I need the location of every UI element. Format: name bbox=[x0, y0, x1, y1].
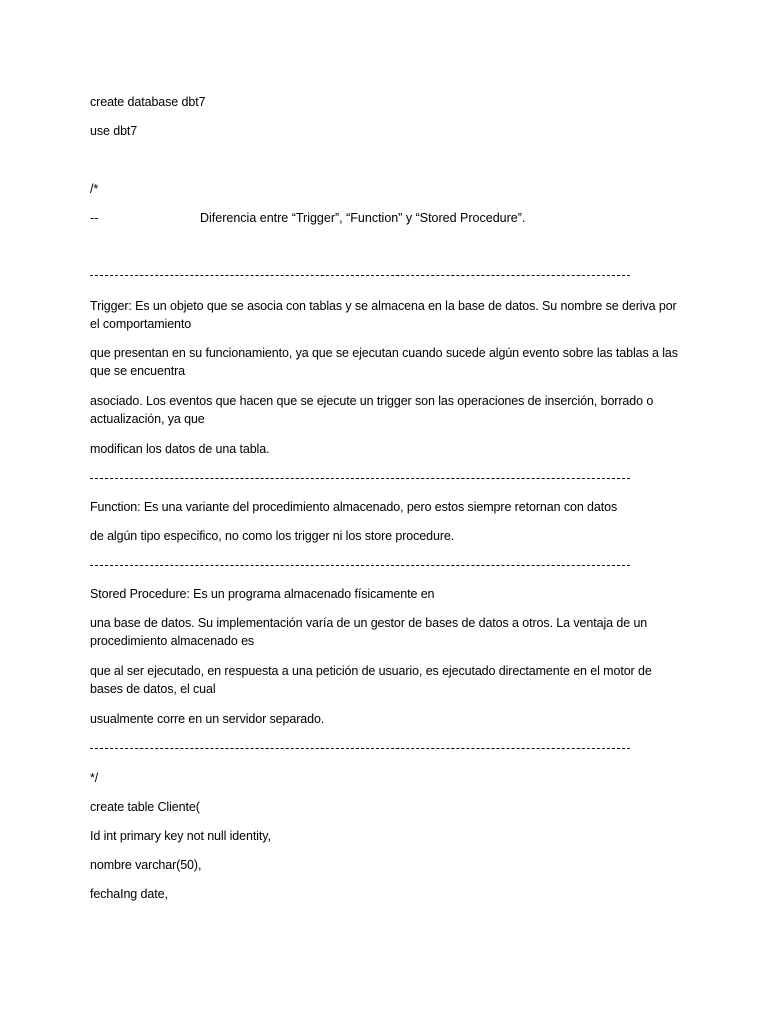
code-line-use-database: use dbt7 bbox=[90, 124, 138, 138]
stored-procedure-paragraph-4: usualmente corre en un servidor separado. bbox=[90, 712, 325, 726]
code-line-create-database: create database dbt7 bbox=[90, 95, 206, 109]
dashed-divider-1 bbox=[90, 275, 630, 276]
heading-row bbox=[90, 209, 680, 227]
stored-procedure-paragraph-1: Stored Procedure: Es un programa almacenado físicamente en bbox=[90, 587, 435, 601]
trigger-paragraph-3: asociado. Los eventos que hacen que se ejecute un trigger son las operaciones de inserción, borrado o actualización, ya que bbox=[90, 394, 654, 426]
heading-text: Diferencia entre “Trigger”, “Function” y “Stored Procedure”. bbox=[200, 211, 526, 225]
comment-close: */ bbox=[90, 771, 99, 785]
stored-procedure-paragraph-3: que al ser ejecutado, en respuesta a una petición de usuario, es ejecutado directamente en el motor de bases de datos, el cual bbox=[90, 664, 652, 696]
trigger-paragraph-1: Trigger: Es un objeto que se asocia con tablas y se almacena en la base de datos. Su nombre se deriva por el comportamiento bbox=[90, 299, 677, 331]
code-line-create-table: create table Cliente( bbox=[90, 800, 200, 814]
comment-open: /* bbox=[90, 182, 99, 196]
trigger-paragraph-4: modifican los datos de una tabla. bbox=[90, 442, 270, 456]
dashed-divider-2 bbox=[90, 478, 630, 479]
stored-procedure-paragraph-2: una base de datos. Su implementación varía de un gestor de bases de datos a otros. La ventaja de un procedimiento almacenado es bbox=[90, 616, 648, 648]
function-paragraph-1: Function: Es una variante del procedimiento almacenado, pero estos siempre retornan con datos bbox=[90, 500, 618, 514]
dashed-divider-4 bbox=[90, 748, 630, 749]
heading-dash: -- bbox=[90, 211, 99, 225]
function-paragraph-2: de algún tipo especifico, no como los trigger ni los store procedure. bbox=[90, 529, 455, 543]
code-line-column-id: Id int primary key not null identity, bbox=[90, 829, 271, 843]
code-line-column-fecha: fechaIng date, bbox=[90, 887, 168, 901]
trigger-paragraph-2: que presentan en su funcionamiento, ya que se ejecutan cuando sucede algún evento sobre las tablas a las que se encuentra bbox=[90, 346, 678, 378]
dashed-divider-3 bbox=[90, 565, 630, 566]
code-line-column-nombre: nombre varchar(50), bbox=[90, 858, 202, 872]
